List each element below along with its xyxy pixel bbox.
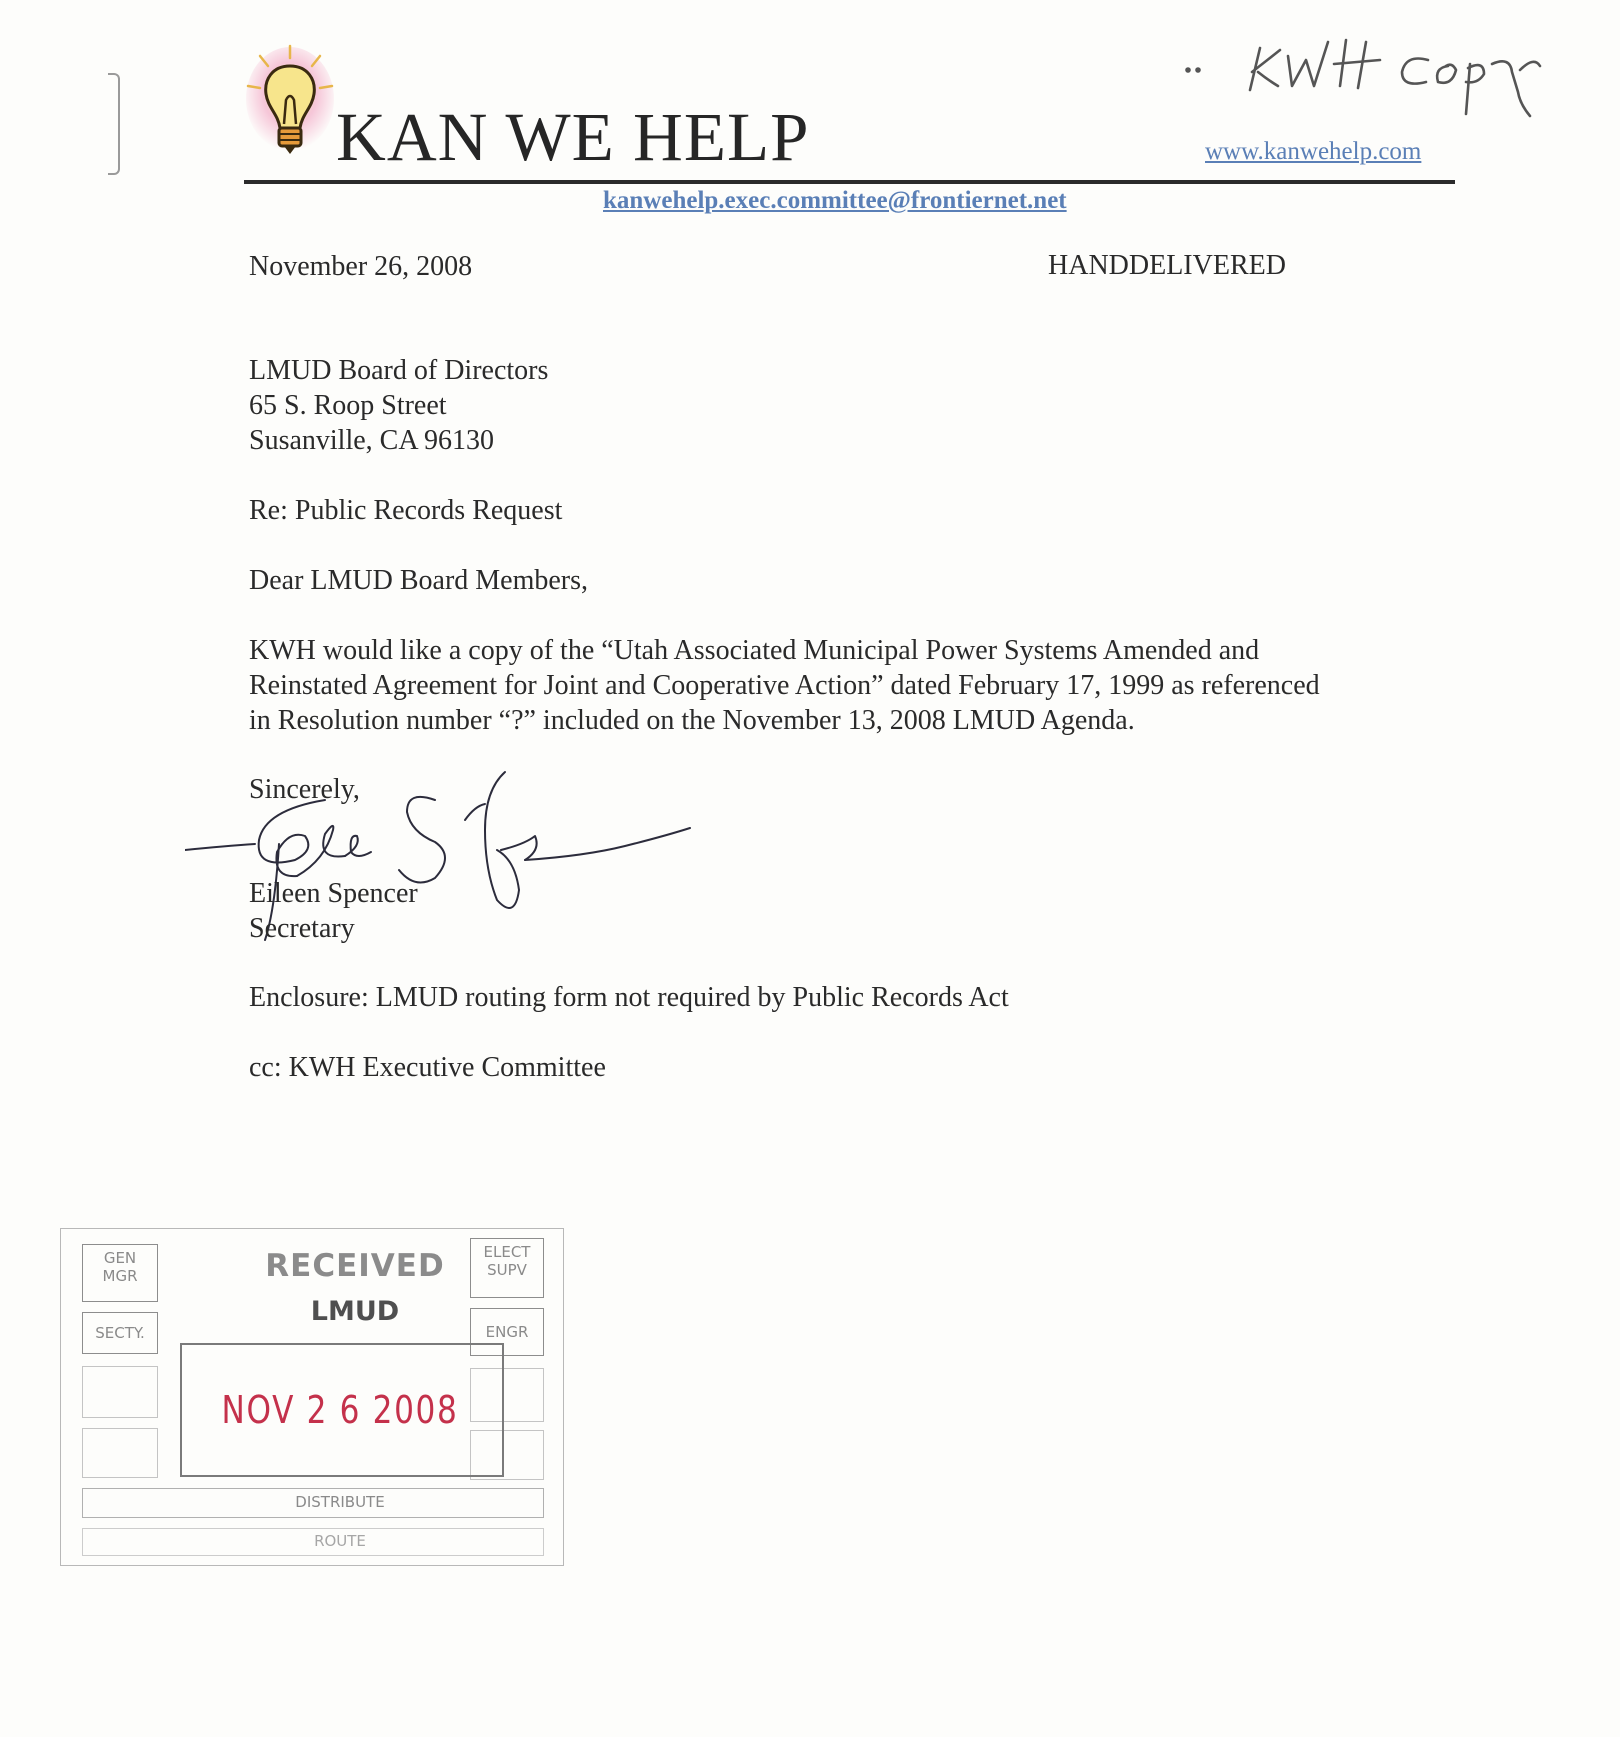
body-line: KWH would like a copy of the “Utah Associated Municipal Power Systems Amended and bbox=[249, 635, 1260, 666]
stamp-route-label: ROUTE bbox=[314, 1532, 366, 1550]
stamp-organization: LMUD bbox=[310, 1296, 400, 1327]
subject-line: Re: Public Records Request bbox=[249, 495, 563, 526]
letterhead-divider bbox=[244, 180, 1455, 184]
stamp-box-engr: ENGR bbox=[470, 1308, 544, 1356]
paper-clip-mark bbox=[108, 73, 120, 175]
email-link[interactable]: kanwehelp.exec.committee@frontiernet.net bbox=[603, 187, 1067, 214]
signer-title: Secretary bbox=[249, 913, 355, 944]
stamp-distribute-label: DISTRIBUTE bbox=[295, 1493, 385, 1511]
body-paragraph bbox=[249, 633, 1320, 738]
enclosure-note: Enclosure: LMUD routing form not required by Public Records Act bbox=[249, 982, 1009, 1013]
stamp-box-gen-mgr: GEN MGR bbox=[82, 1244, 158, 1302]
letter-date: November 26, 2008 bbox=[249, 251, 473, 282]
stamp-box-elect-supv: ELECT SUPV bbox=[470, 1238, 544, 1298]
stamp-box-blank bbox=[82, 1428, 158, 1478]
recipient-name: LMUD Board of Directors bbox=[249, 355, 549, 386]
cc-line: cc: KWH Executive Committee bbox=[249, 1052, 606, 1083]
organization-name: KAN WE HELP bbox=[336, 99, 810, 175]
lightbulb-logo bbox=[244, 44, 336, 166]
recipient-address bbox=[249, 353, 548, 458]
stamp-date: NOV 2 6 2008 bbox=[221, 1388, 459, 1432]
handwritten-note-kwh-copy bbox=[1180, 20, 1580, 130]
stamp-box-blank bbox=[82, 1366, 158, 1418]
received-stamp bbox=[60, 1228, 570, 1568]
recipient-street: 65 S. Roop Street bbox=[249, 390, 447, 421]
body-line: Reinstated Agreement for Joint and Cooperative Action” dated February 17, 1999 as referenced bbox=[249, 670, 1320, 701]
recipient-city: Susanville, CA 96130 bbox=[249, 425, 495, 456]
signer-block bbox=[249, 876, 418, 946]
signer-name: Eileen Spencer bbox=[249, 878, 418, 909]
delivery-method: HANDDELIVERED bbox=[1048, 250, 1286, 281]
body-line: in Resolution number “?” included on the November 13, 2008 LMUD Agenda. bbox=[249, 705, 1135, 736]
stamp-received-label: RECEIVED bbox=[265, 1248, 445, 1284]
closing: Sincerely, bbox=[249, 774, 360, 805]
website-link[interactable]: www.kanwehelp.com bbox=[1205, 138, 1422, 165]
salutation: Dear LMUD Board Members, bbox=[249, 565, 589, 596]
stamp-box-secty: SECTY. bbox=[82, 1312, 158, 1354]
